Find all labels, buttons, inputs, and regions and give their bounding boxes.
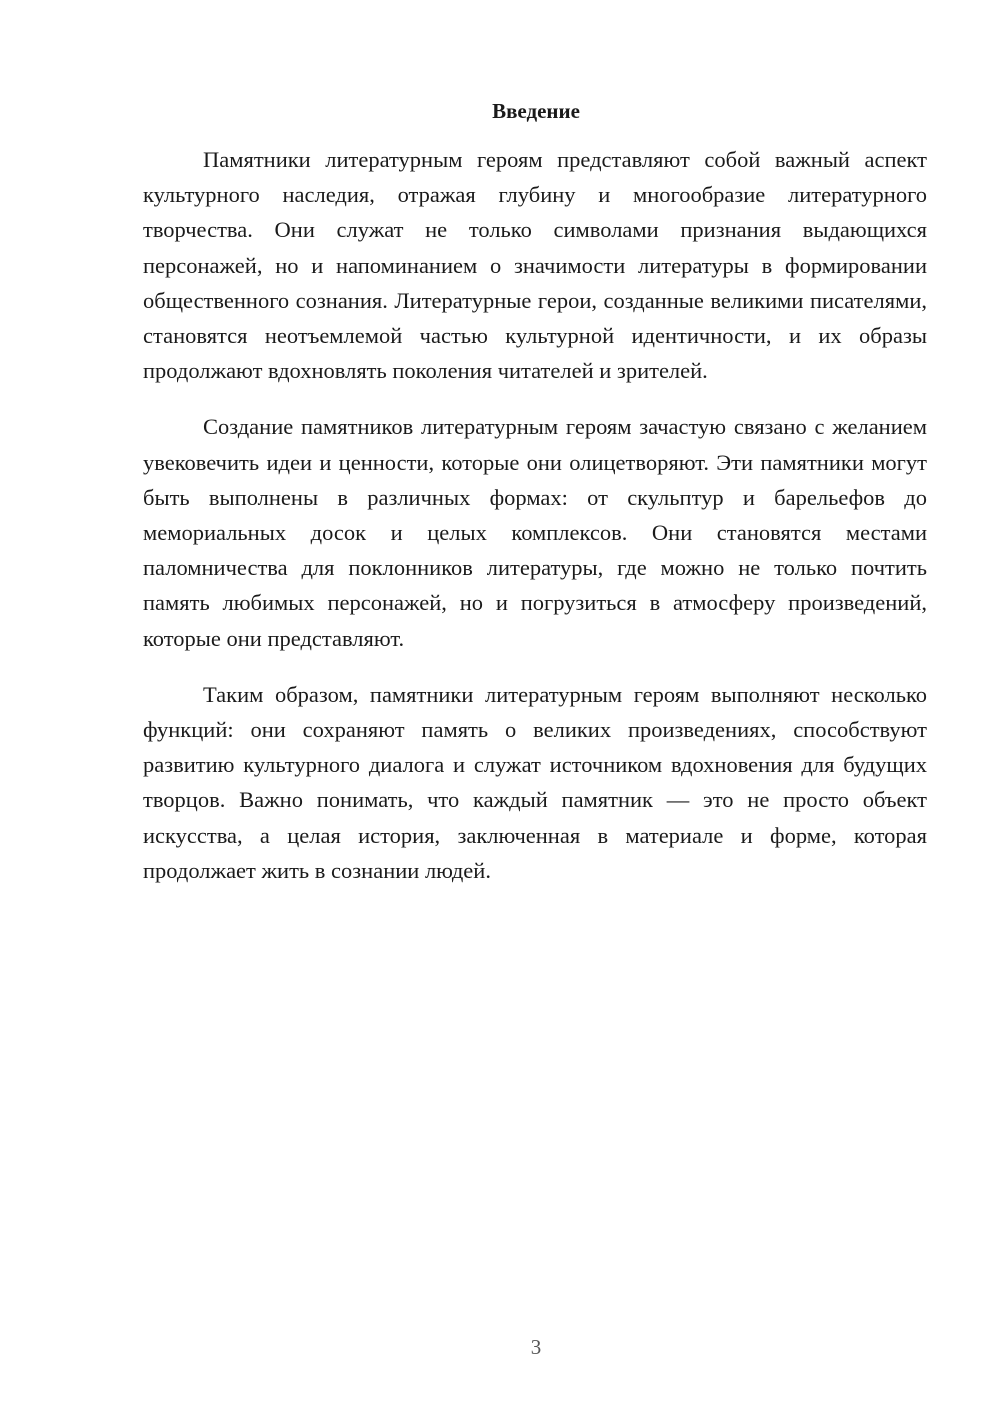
paragraph-2: Создание памятников литературным героям зачастую связано с желанием увековечить идеи и ценности, которые они олицетворяют. Эти памятники могут быть выполнены в различных формах: от скульптур и барельефов до мемориальных досок и целых комплексов. Они становятся местами паломничества для поклонников литературы, где можно не только почтить память любимых персонажей, но и погрузиться в атмосферу произведений, которые они представляют. — [143, 414, 927, 651]
section-title: Введение — [492, 99, 580, 123]
body-text — [143, 142, 927, 909]
paragraph-1: Памятники литературным героям представляют собой важный аспект культурного наследия, отражая глубину и многообразие литературного творчества. Они служат не только символами признания выдающихся персонажей, но и напоминанием о значимости литературы в формировании общественного сознания. Литературные герои, созданные великими писателями, становятся неотъемлемой частью культурной идентичности, и их образы продолжают вдохновлять поколения читателей и зрителей. — [143, 147, 927, 384]
page-number: 3 — [530, 1335, 542, 1359]
paragraph-3: Таким образом, памятники литературным героям выполняют несколько функций: они сохраняют память о великих произведениях, способствуют развитию культурного диалога и служат источником вдохновения для будущих творцов. Важно понимать, что каждый памятник — это не просто объект искусства, а целая история, заключенная в материале и форме, которая продолжает жить в сознании людей. — [143, 681, 927, 883]
